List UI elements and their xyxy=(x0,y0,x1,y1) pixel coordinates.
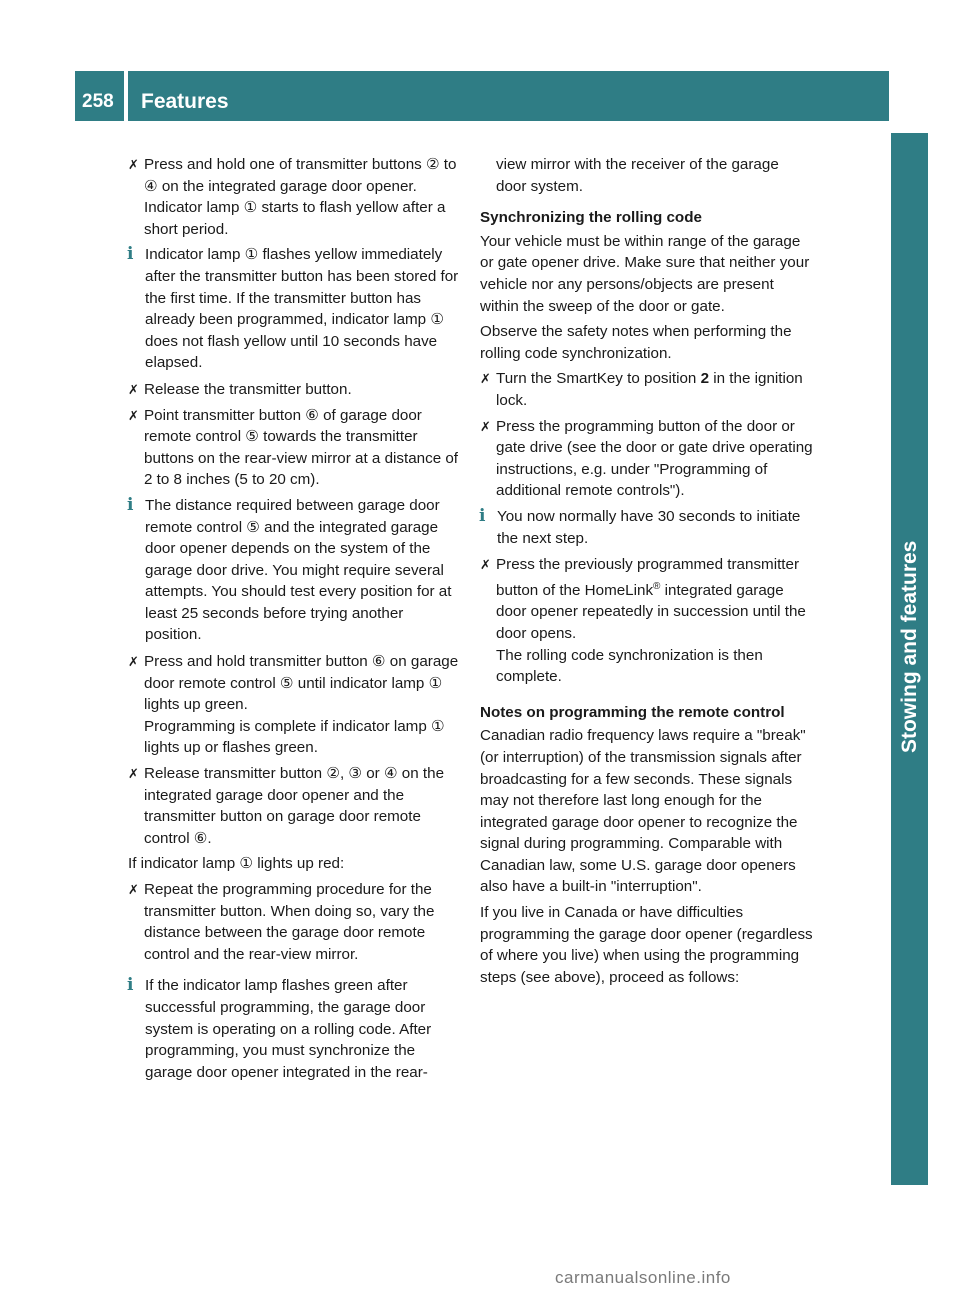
step-press-programming-button xyxy=(480,416,813,502)
info-text: Indicator lamp ① flashes yellow immediately after the transmitter button has been stored for the first time. If the transmitter button has already been programmed, indicator lamp ① does not flash yellow until 10 seconds have elapsed. xyxy=(145,246,459,372)
heading-notes: Notes on programming the remote control xyxy=(480,703,785,721)
step-text: Release transmitter button ②, ③ or ④ on the integrated garage door opener and the transmitter button on garage door remote control ⑥. xyxy=(144,765,445,847)
arrow-bullet-icon: ✗ xyxy=(128,766,139,782)
paragraph: Observe the safety notes when performing the rolling code synchronization. xyxy=(480,323,792,362)
paragraph: If indicator lamp ① lights up red: xyxy=(128,855,345,873)
step-press-programmed-button xyxy=(480,554,813,688)
paragraph: If you live in Canada or have difficulties programming the garage door opener (regardless of where you live) when using the programming steps (see above), proceed as follows: xyxy=(480,904,813,986)
step-point-transmitter xyxy=(128,405,460,491)
step-text: Press and hold transmitter button ⑥ on garage door remote control ⑤ until indicator lamp ① lights up green. xyxy=(144,653,459,714)
step-press-hold-transmitter xyxy=(128,154,460,240)
step-text: Press and hold one of transmitter buttons ② to ④ on the integrated garage door opener. xyxy=(144,156,457,195)
step-result: Indicator lamp ① starts to flash yellow after a short period. xyxy=(144,199,446,238)
info-note xyxy=(128,975,460,1083)
arrow-bullet-icon: ✗ xyxy=(128,882,139,897)
arrow-bullet-icon: ✗ xyxy=(480,418,491,434)
step-text: Repeat the programming procedure for the transmitter button. When doing so, vary the distance between the garage door remote control and the rear-view mirror. xyxy=(144,881,435,963)
step-turn-smartkey xyxy=(480,368,813,411)
info-text: The distance required between garage door remote control ⑤ and the integrated garage door opener depends on the system of the garage door drive. You might require several attempts. You should test every position for at least 25 seconds before trying another position. xyxy=(145,496,452,644)
continued-text: view mirror with the receiver of the garage door system. xyxy=(496,156,779,195)
info-text: If the indicator lamp flashes green after successful programming, the garage door system is operating on a rolling code. After programming, you must synchronize the garage door opener integrated in the rear- xyxy=(145,977,432,1081)
step-release-transmitter xyxy=(128,763,460,849)
arrow-bullet-icon: ✗ xyxy=(128,654,139,670)
arrow-bullet-icon: ✗ xyxy=(128,407,139,423)
step-result: Programming is complete if indicator lamp ① lights up or flashes green. xyxy=(144,717,445,757)
info-text: You now normally have 30 seconds to initiate the next step. xyxy=(497,507,801,547)
right-column xyxy=(480,154,813,992)
arrow-bullet-icon: ✗ xyxy=(480,371,491,387)
info-icon: i xyxy=(127,244,134,265)
step-result: The rolling code synchronization is then complete. xyxy=(496,646,763,686)
step-text: Press the previously programmed transmitter button of the HomeLink® integrated garage door opener repeatedly in succession until the door opens. xyxy=(496,556,806,642)
step-text: Press the programming button of the door or gate drive (see the door or gate drive operating instructions, e.g. under "Programming of additional remote controls"). xyxy=(496,417,813,500)
watermark: carmanualsonline.info xyxy=(555,1268,731,1287)
arrow-bullet-icon: ✗ xyxy=(480,557,491,573)
left-column xyxy=(128,154,460,1088)
info-icon: i xyxy=(479,505,486,526)
paragraph: Canadian radio frequency laws require a "break" (or interruption) of the transmission signals after broadcasting for a few seconds. These signals may not therefore last long enough for the integrated garage door opener to recognize the signal during programming. Comparable with Canadian law, some U.S. garage door openers also have a built-in "interruption". xyxy=(480,727,806,896)
step-repeat-procedure xyxy=(128,879,460,965)
arrow-bullet-icon: ✗ xyxy=(128,157,139,172)
info-icon: i xyxy=(127,494,134,515)
header-divider xyxy=(124,71,128,121)
page-number: 258 xyxy=(82,91,114,112)
info-note xyxy=(128,495,460,646)
section-title: Features xyxy=(141,90,229,113)
arrow-bullet-icon: ✗ xyxy=(128,381,139,397)
paragraph: Your vehicle must be within range of the garage or gate opener drive. Make sure that neither your vehicle nor any persons/objects are present within the sweep of the door or gate. xyxy=(480,232,810,315)
step-press-hold-remote xyxy=(128,651,460,759)
step-release-button xyxy=(128,379,460,401)
side-tab-label: Stowing and features xyxy=(898,540,921,753)
info-icon: i xyxy=(127,975,134,996)
heading-synchronizing: Synchronizing the rolling code xyxy=(480,209,702,227)
step-text: Release the transmitter button. xyxy=(144,380,352,398)
info-note xyxy=(480,506,813,549)
step-text: Point transmitter button ⑥ of garage door remote control ⑤ towards the transmitter buttons on the rear-view mirror at a distance of 2 to 8 inches (5 to 20 cm). xyxy=(144,406,459,489)
info-note xyxy=(128,244,460,374)
step-text: Turn the SmartKey to position 2 in the ignition lock. xyxy=(496,370,803,409)
